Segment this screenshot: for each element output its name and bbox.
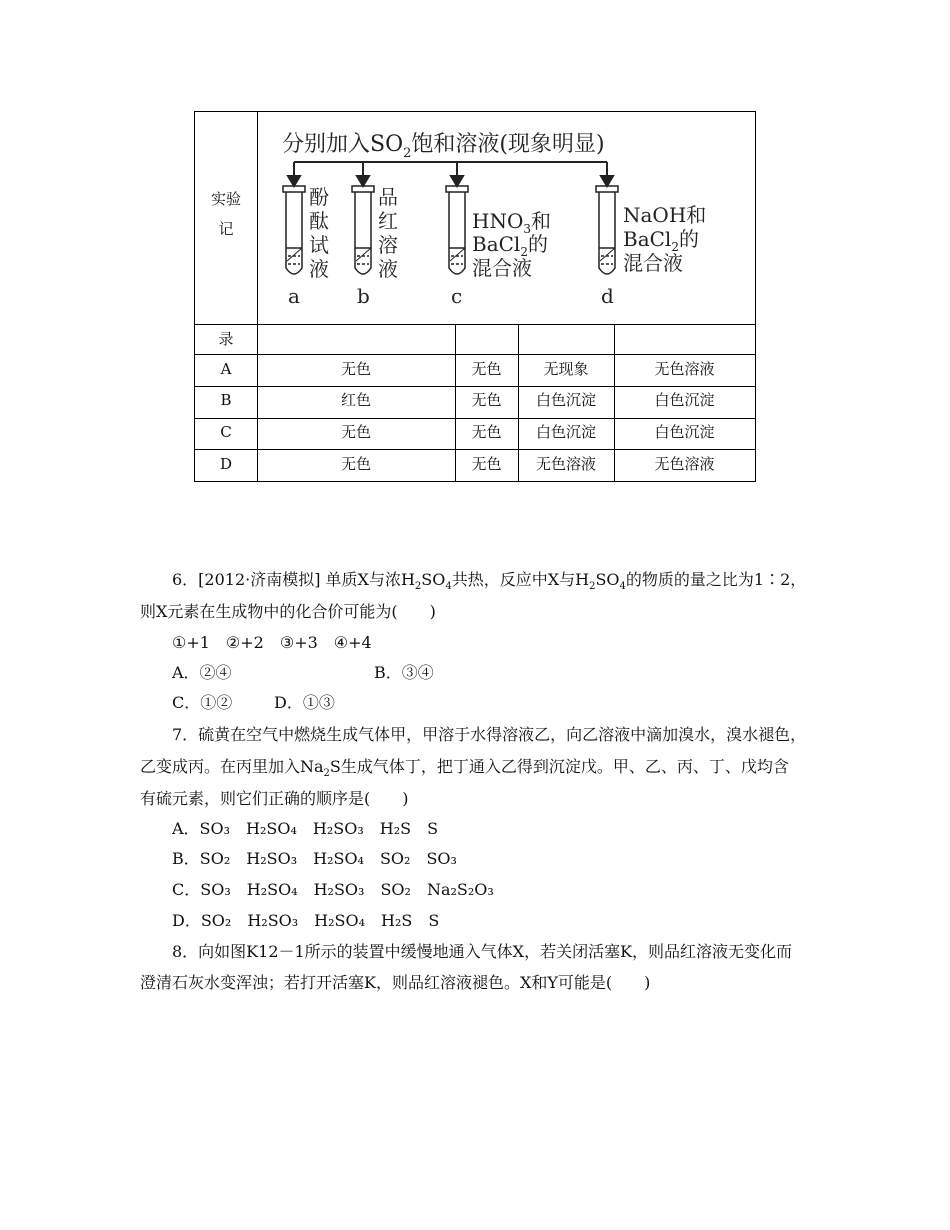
table-divider — [195, 324, 755, 325]
svg-text:品: 品 — [378, 185, 398, 209]
distribution-arrow — [288, 162, 613, 186]
test-tube-b — [352, 186, 374, 274]
row-d-tube-b: 无色 — [471, 455, 502, 473]
svg-text:混合液: 混合液 — [472, 256, 532, 280]
svg-text:红: 红 — [378, 209, 398, 233]
row-c-tube-a: 无色 — [340, 423, 371, 441]
tube-b-label — [378, 185, 398, 281]
q6-option-c: C．①② — [172, 693, 233, 712]
svg-text:b: b — [357, 284, 370, 308]
q6-choices: ①+1 ②+2 ③+3 ④+4 — [172, 633, 372, 652]
table-divider — [195, 418, 755, 419]
tube-letters — [288, 284, 614, 308]
row-d-tube-c: 无色溶液 — [535, 455, 596, 473]
q6-option-b: B．③④ — [374, 663, 434, 682]
row-a-tube-b: 无色 — [471, 360, 502, 378]
q6-line2: 则X元素在生成物中的化合价可能为( ) — [140, 602, 436, 621]
svg-text:溶: 溶 — [378, 233, 398, 257]
tube-c-label — [472, 209, 551, 280]
tube-a-label — [309, 185, 329, 281]
row-a-option: A — [220, 360, 232, 378]
svg-text:NaOH和: NaOH和 — [623, 203, 707, 227]
row-b-tube-b: 无色 — [471, 391, 502, 409]
row-b-option: B — [220, 391, 232, 409]
q6-option-d: D．①③ — [274, 693, 335, 712]
test-tube-c — [446, 186, 468, 274]
q8-line1: 8．向如图K12－1所示的装置中缓慢地通入气体X，若关闭活塞K，则品红溶液无变化而 — [172, 942, 793, 961]
row-d-option: D — [219, 455, 233, 473]
test-tube-figure — [257, 118, 753, 324]
svg-text:BaCl2的: BaCl$_2$的 — [472, 232, 548, 259]
row-d-tube-d: 无色溶液 — [654, 455, 715, 473]
row-b-tube-c: 白色沉淀 — [535, 391, 596, 409]
row-c-tube-c: 白色沉淀 — [535, 423, 596, 441]
q7-line3: 有硫元素，则它们正确的顺序是( ) — [140, 789, 409, 808]
row-b-tube-a: 红色 — [340, 391, 371, 409]
row-c-tube-b: 无色 — [471, 423, 502, 441]
q7-option-d: D．SO₂ H₂SO₃ H₂SO₄ H₂S S — [172, 911, 440, 930]
q6-line1: 6．[2012·济南模拟] 单质X与浓$H_2SO_4$共热，反应中X与$H_2SO_4$的物质的量之比为1∶2， — [172, 570, 807, 593]
row-a-tube-c: 无现象 — [543, 360, 589, 378]
side-label: 录 — [218, 330, 234, 348]
test-tube-a — [283, 186, 305, 274]
row-b-tube-d: 白色沉淀 — [654, 391, 715, 409]
row-d-tube-a: 无色 — [340, 455, 371, 473]
experiment-table — [194, 111, 756, 482]
svg-text:酞: 酞 — [309, 209, 329, 233]
svg-text:混合液: 混合液 — [623, 251, 683, 275]
q7-line1: 7．硫黄在空气中燃烧生成气体甲，甲溶于水得溶液乙，向乙溶液中滴加溴水，溴水褪色， — [172, 725, 807, 744]
q7-option-b: B．SO₂ H₂SO₃ H₂SO₄ SO₂ SO₃ — [172, 849, 457, 868]
table-divider — [195, 449, 755, 450]
q7-option-a: A．SO₃ H₂SO₄ H₂SO₃ H₂S S — [172, 819, 439, 838]
tube-d-label — [623, 203, 706, 275]
side-label: 记 — [218, 220, 234, 238]
svg-text:酚: 酚 — [309, 185, 329, 209]
svg-text:d: d — [601, 284, 614, 308]
row-c-tube-d: 白色沉淀 — [654, 423, 715, 441]
q7-option-c: C．SO₃ H₂SO₄ H₂SO₃ SO₂ Na₂S₂O₃ — [172, 880, 494, 899]
svg-text:a: a — [288, 284, 300, 308]
svg-text:液: 液 — [378, 257, 398, 281]
q7-line2: 乙变成丙。在丙里加入$Na_2S$生成气体丁，把丁通入乙得到沉淀戊。甲、乙、丙、丁、戊均含 — [140, 757, 789, 780]
row-a-tube-a: 无色 — [340, 360, 371, 378]
row-a-tube-d: 无色溶液 — [654, 360, 715, 378]
test-tube-d — [596, 186, 618, 274]
svg-text:HNO3和: $HNO_3$和 — [472, 209, 551, 236]
row-c-option: C — [220, 423, 232, 441]
q8-line2: 澄清石灰水变浑浊；若打开活塞K，则品红溶液褪色。X和Y可能是( ) — [140, 973, 651, 992]
svg-text:液: 液 — [309, 257, 329, 281]
q6-option-a: A．②④ — [172, 663, 232, 682]
figure-caption: 分别加入$SO_2$饱和溶液(现象明显) — [282, 132, 605, 161]
side-label: 实验 — [210, 190, 241, 208]
svg-text:试: 试 — [309, 233, 329, 257]
table-divider — [195, 386, 755, 387]
svg-text:c: c — [451, 284, 463, 308]
svg-text:BaCl2的: BaCl$_2$的 — [623, 227, 699, 254]
table-divider — [195, 354, 755, 355]
